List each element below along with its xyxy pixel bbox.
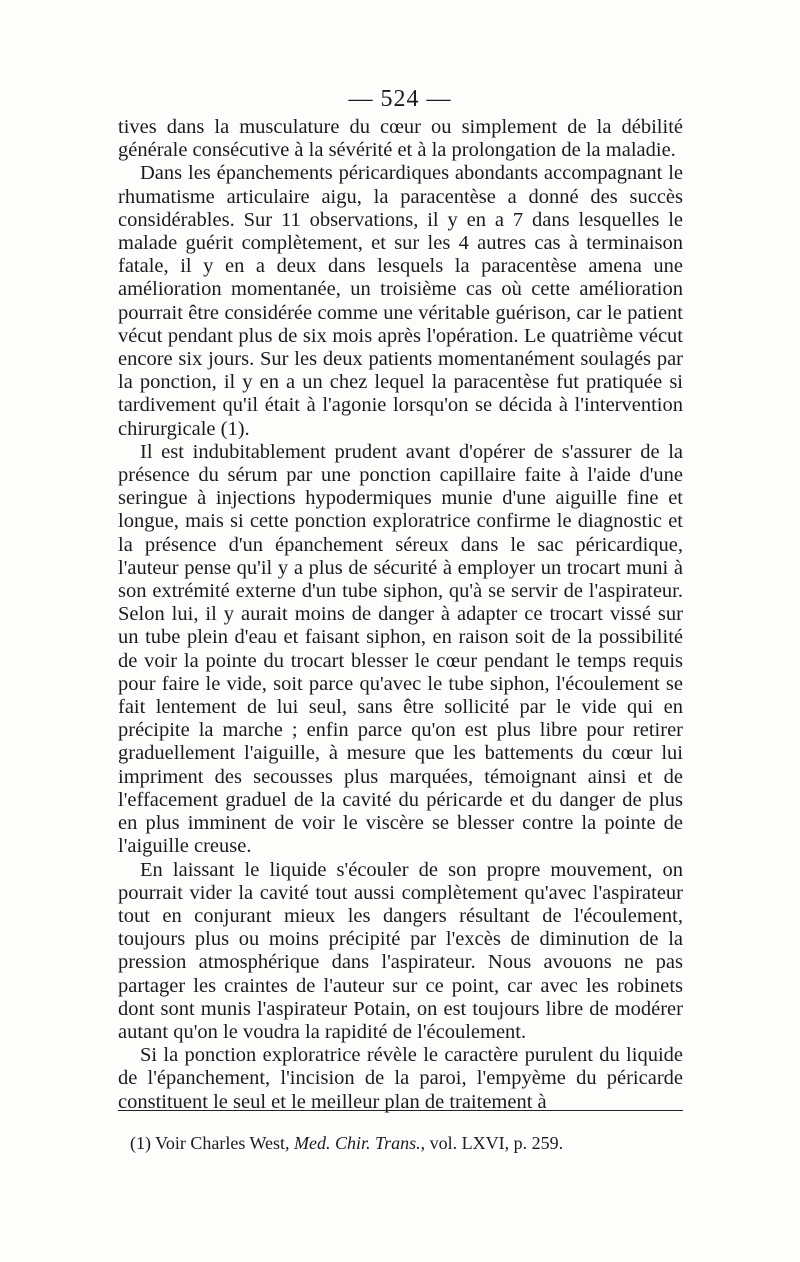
paragraph: Si la ponction exploratrice révèle le caractère purulent du liquide de l'épanchement, l'incision de la paroi, l'empyème du péricarde constituent le seul et le meilleur plan de traitement à (118, 1044, 683, 1113)
footnote-suffix: , vol. LXVI, p. 259. (420, 1133, 564, 1153)
page-number: — 524 — (348, 86, 452, 112)
footnote-divider (118, 1110, 683, 1111)
footnote (130, 1132, 690, 1154)
footnote-prefix: (1) Voir Charles West, (130, 1133, 295, 1153)
paragraph: tives dans la musculature du cœur ou simplement de la débilité générale consécutive à la sévérité et à la prolongation de la maladie. (118, 116, 683, 162)
paragraph: En laissant le liquide s'écouler de son propre mouvement, on pourrait vider la cavité tout aussi complètement qu'avec l'aspirateur tout en conjurant mieux les dangers résultant de l'écoulement, toujours plus ou moins précipité par l'excès de diminution de la pression atmosphérique dans l'aspirateur. Nous avouons ne pas partager les craintes de l'auteur sur ce point, car avec les robinets dont sont munis l'aspirateur Potain, on est toujours libre de modérer autant qu'on le voudra la rapidité de l'écoulement. (118, 858, 683, 1043)
body-text (118, 116, 683, 1114)
paragraph: Il est indubitablement prudent avant d'opérer de s'assurer de la présence du sérum par une ponction capillaire faite à l'aide d'une seringue à injections hypodermiques munie d'une aiguille fine et longue, mais si cette ponction exploratrice confirme le diagnostic et la présence d'un épanchement séreux dans le sac péricardique, l'auteur pense qu'il y a plus de sécurité à employer un trocart muni à son extrémité externe d'un tube siphon, qu'à se servir de l'aspirateur. Selon lui, il y aurait moins de danger à adapter ce trocart vissé sur un tube plein d'eau et faisant siphon, en raison soit de la possibilité de voir la pointe du trocart blesser le cœur pendant le temps requis pour faire le vide, soit parce qu'avec le tube siphon, l'écoulement se fait lentement de lui seul, sans être sollicité par le vide qui en précipite la marche ; enfin parce qu'on est plus libre pour retirer graduellement l'aiguille, à mesure que les battements du cœur lui impriment des secousses plus marquées, témoignant ainsi et de l'effacement graduel de la cavité du péricarde et du danger de plus en plus imminent de voir le viscère se blesser contre la pointe de l'aiguille creuse. (118, 440, 683, 858)
paragraph: Dans les épanchements péricardiques abondants accompagnant le rhumatisme articulaire aigu, la paracentèse a donné des succès considérables. Sur 11 observations, il y en a 7 dans lesquelles le malade guérit complètement, et sur les 4 autres cas à terminaison fatale, il y en a deux dans lesquels la paracentèse amena une amélioration momentanée, un troisième cas où cette amélioration pourrait être considérée comme une véritable guérison, car le patient vécut pendant plus de six mois après l'opération. Le quatrième vécut encore six jours. Sur les deux patients momentanément soulagés par la ponction, il y en a un chez lequel la paracentèse fut pratiquée si tardivement qu'il était à l'agonie lorsqu'on se décida à l'intervention chirurgicale (1). (118, 162, 683, 440)
footnote-journal: Med. Chir. Trans. (294, 1133, 421, 1153)
